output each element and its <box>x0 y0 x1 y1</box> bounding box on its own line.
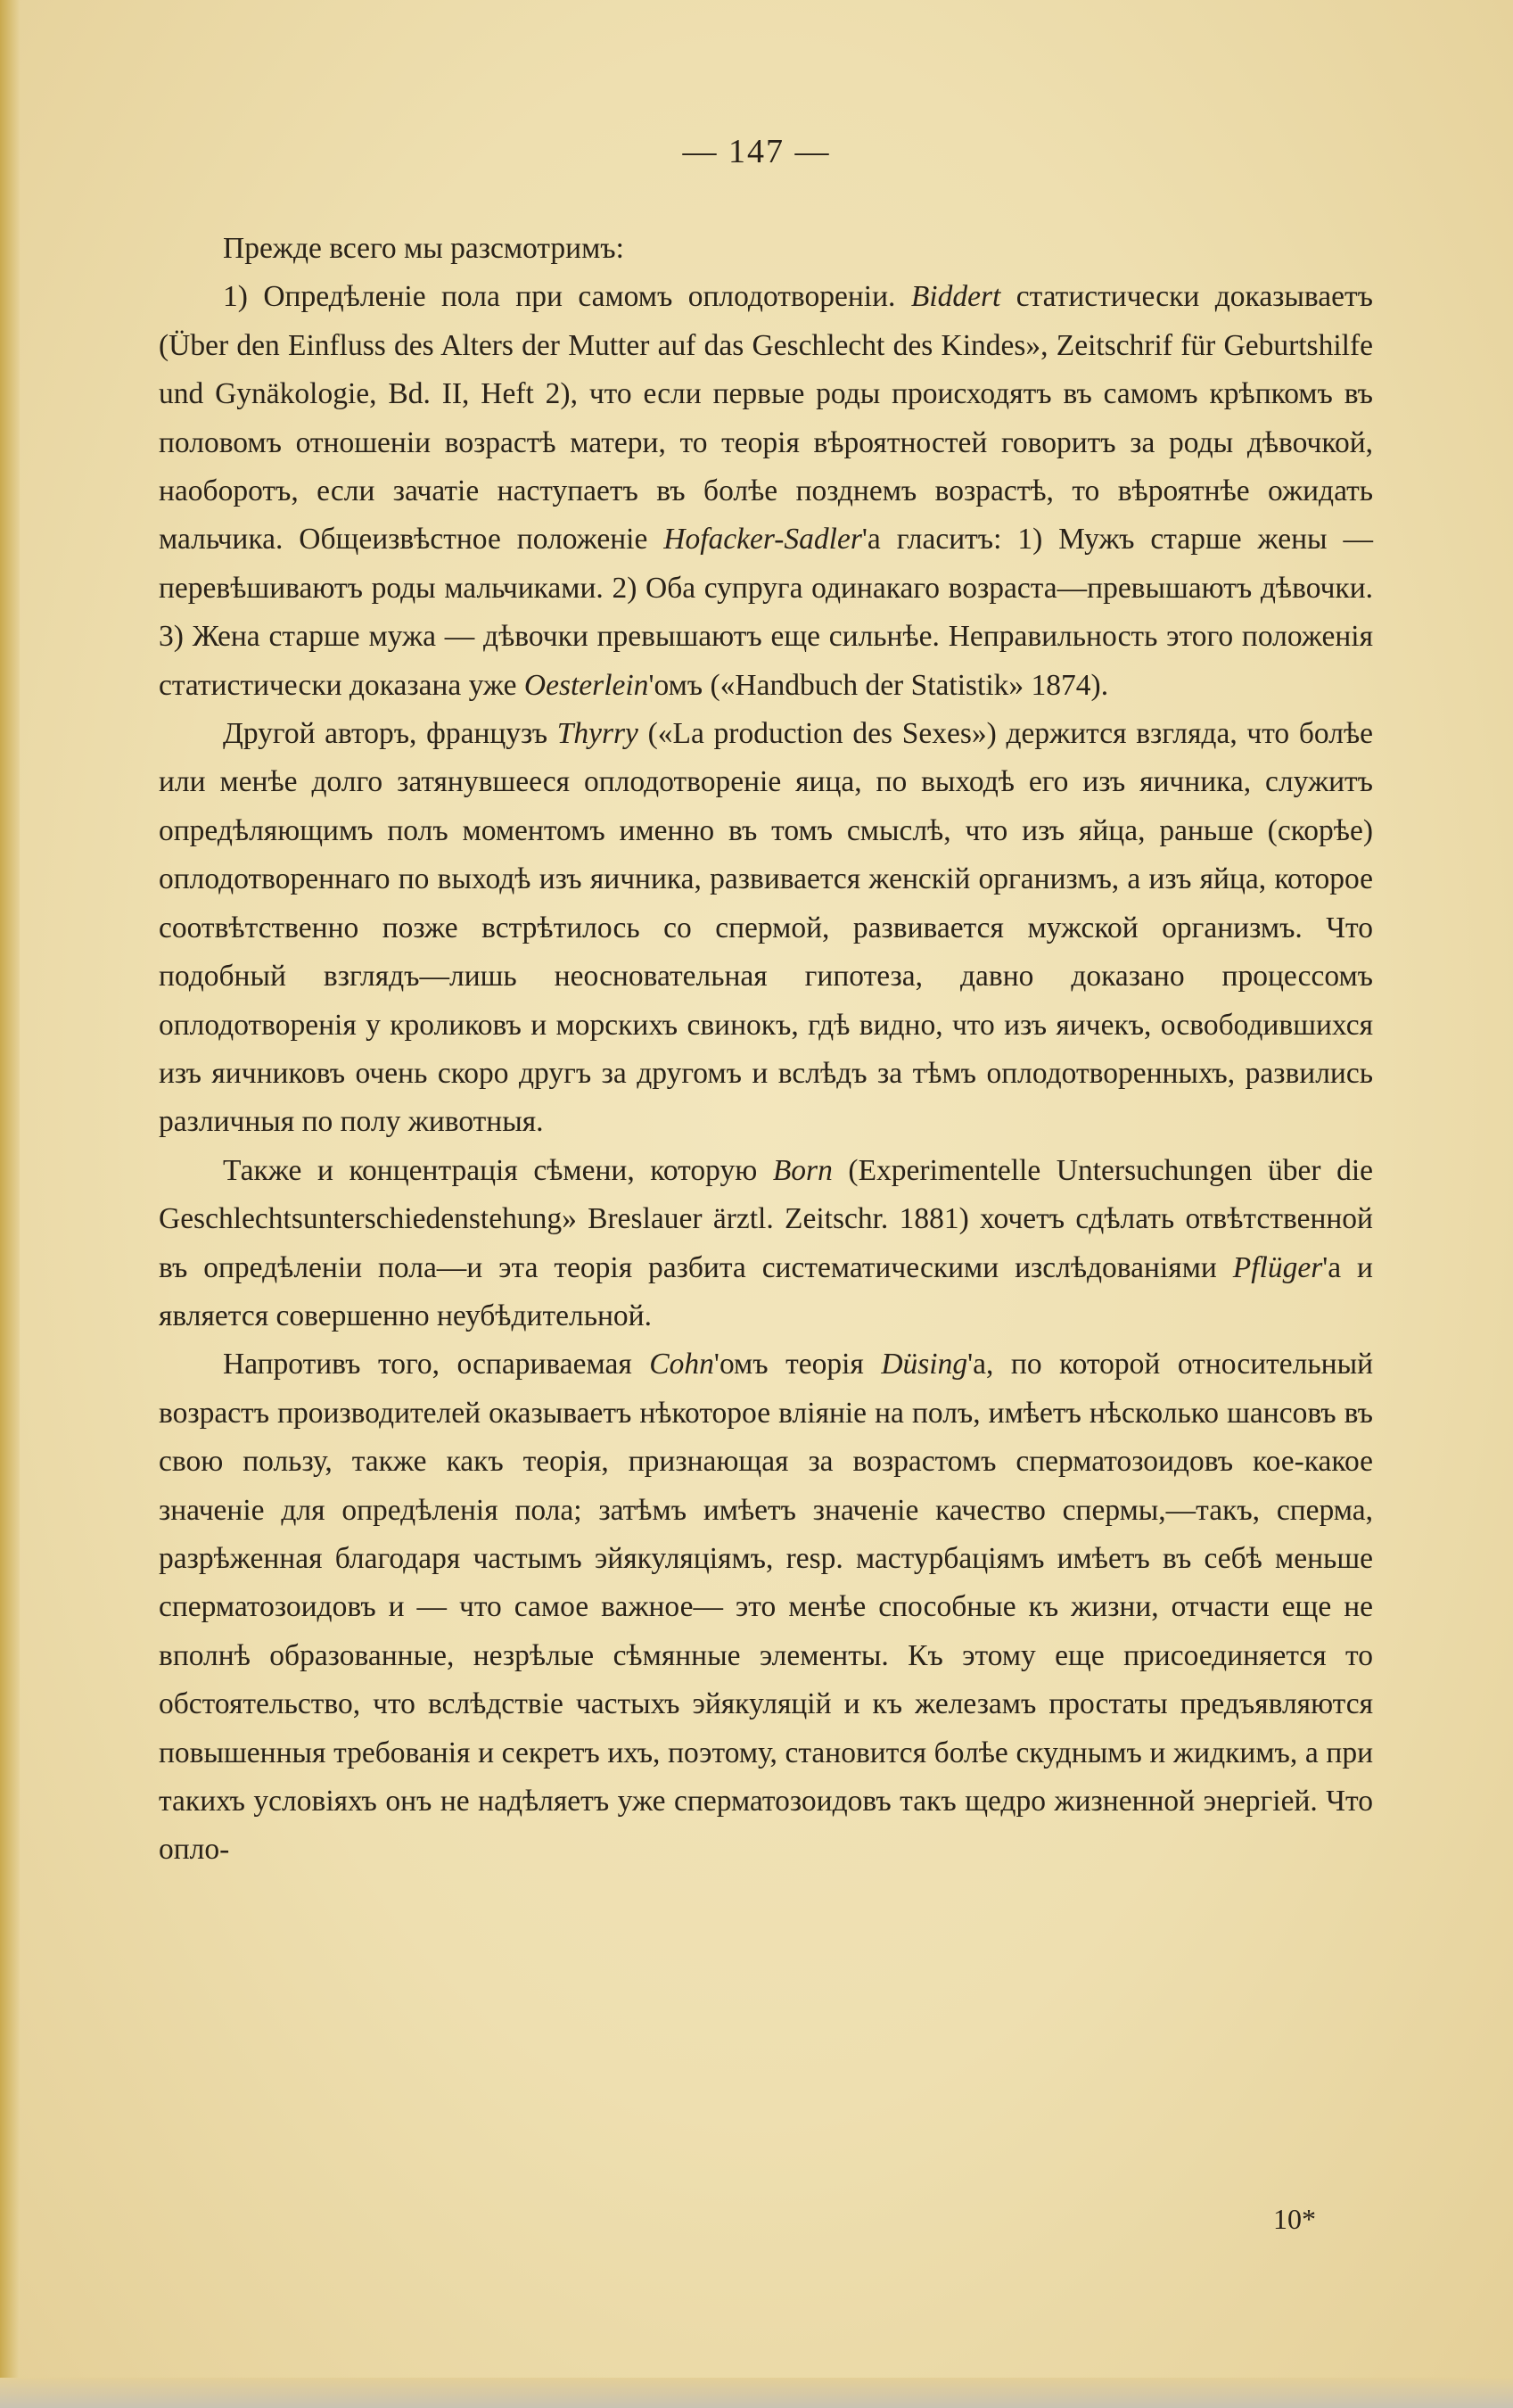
page-number: — 147 — <box>682 133 831 170</box>
paragraph: Прежде всего мы разсмотримъ: <box>223 232 624 265</box>
author-name: Born <box>772 1153 833 1187</box>
author-name: Cohn <box>649 1348 714 1381</box>
page-bottom-edge <box>0 2378 1513 2408</box>
paragraph: Напротивъ того, оспариваемая Cohn'омъ теорія Düsing'а, по которой относительный возрастъ производителей оказываетъ нѣкоторое вліяніе на полъ, имѣетъ нѣсколько шансовъ въ свою пользу, также какъ теорія, признающая за возрастомъ сперматозоидовъ кое-какое значеніе для опредѣленія пола; затѣмъ имѣетъ значеніе качество спермы,—такъ, сперма, разрѣженная благодаря частымъ эйякуляціямъ, resp. мастурбаціямъ имѣетъ въ себѣ меньше сперматозоидовъ и — что самое важное— это менѣе способные къ жизни, отчасти еще не вполнѣ образованные, незрѣлые сѣмянные элементы. Къ этому еще присоединяется то обстоятельство, что вслѣдствіе частыхъ эйякуляцій и къ железамъ простаты предъявляются повышенныя требованія и секретъ ихъ, поэтому, становится болѣе скуднымъ и жидкимъ, а при такихъ условіяхъ онъ не надѣляетъ уже сперматозоидовъ такъ щедро жизненной энергіей. Что опло- <box>159 1348 1374 1867</box>
author-name: Hofacker-Sadler <box>663 523 862 557</box>
paragraph: Также и концентрація сѣмени, которую Born (Experimentelle Untersuchungen über die Geschlechtsunterschiedenstehung» Breslauer ärztl. Zeitschr. 1881) хочетъ сдѣлать отвѣтственной въ опредѣленіи пола—и эта теорія разбита систематическими изслѣдованіями Pflüger'а и является совершенно неубѣдительной. <box>159 1153 1373 1332</box>
author-name: Oesterlein <box>523 668 649 702</box>
body-text <box>159 225 1373 1875</box>
paragraph: 1) Опредѣленіе пола при самомъ оплодотвореніи. Biddert статистически доказываетъ (Über den Einfluss des Alters der Mutter auf das Geschlecht des Kindes», Zeitschrif für Geburtshilfe und Gynäkologie, Bd. II, Heft 2), что если первые роды происходятъ въ самомъ крѣпкомъ въ половомъ отношеніи возрастѣ матери, то теорія вѣроятностей говоритъ за роды дѣвочкой, наоборотъ, если зачатіе наступаетъ въ болѣе позднемъ возрастѣ, то вѣроятнѣе ожидать мальчика. Общеизвѣстное положеніе Hofacker-Sadler'а гласитъ: 1) Мужъ старше жены — перевѣшиваютъ роды мальчиками. 2) Оба супруга одинакаго возраста—превышаютъ дѣвочки. 3) Жена старше мужа — дѣвочки превышаютъ еще сильнѣе. Неправильность этого положенія статистически доказана уже Oesterlein'омъ («Handbuch der Statistik» 1874). <box>159 280 1374 702</box>
author-name: Düsing <box>881 1348 968 1381</box>
paragraph: Другой авторъ, французъ Thyrry («La production des Sexes») держится взгляда, что болѣе или менѣе долго затянувшееся оплодотвореніе яица, по выходѣ его изъ яичника, служитъ опредѣляющимъ полъ моментомъ именно въ томъ смыслѣ, что изъ яйца, раньше (скорѣе) оплодотвореннаго по выходѣ изъ яичника, развивается женскій организмъ, а изъ яйца, которое соотвѣтственно позже встрѣтилось со спермой, развивается мужской организмъ. Что подобный взглядъ—лишь неосновательная гипотеза, давно доказано процессомъ оплодотворенія у кроликовъ и морскихъ свинокъ, гдѣ видно, что изъ яичекъ, освободившихся изъ яичниковъ очень скоро другъ за другомъ и вслѣдъ за тѣмъ оплодотворенныхъ, развились различныя по полу животныя. <box>159 717 1373 1139</box>
author-name: Thyrry <box>556 717 638 751</box>
page-edge-shadow <box>0 0 20 2408</box>
signature-mark: 10* <box>1273 2203 1316 2235</box>
author-name: Biddert <box>910 280 1001 314</box>
author-name: Pflüger <box>1232 1250 1323 1284</box>
